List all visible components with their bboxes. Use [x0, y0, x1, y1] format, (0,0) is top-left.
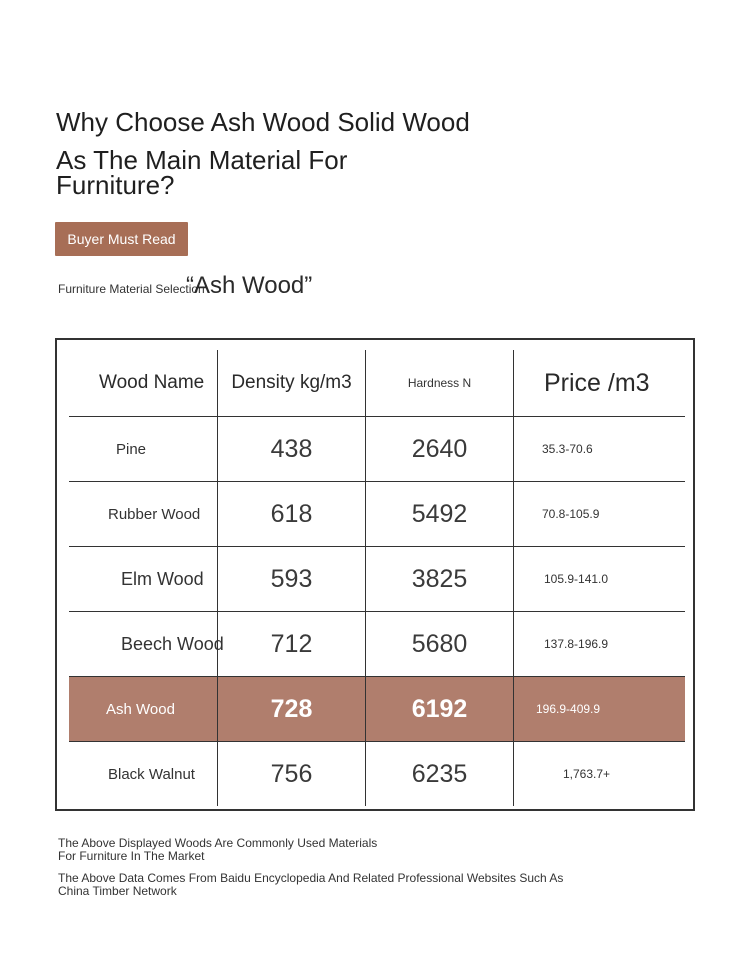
density-cell — [217, 677, 365, 741]
title-line-1: Why Choose Ash Wood Solid Wood — [56, 107, 470, 137]
price-value: 1,763.7+ — [563, 767, 611, 781]
table-row — [69, 416, 685, 481]
table-row — [69, 546, 685, 611]
header-cell-density — [217, 350, 365, 416]
wood-name-cell — [69, 742, 217, 806]
density-value: 438 — [270, 434, 313, 463]
wood-name-cell — [69, 417, 217, 481]
note-common-materials — [58, 837, 377, 863]
page-title — [56, 100, 536, 200]
hardness-value: 5492 — [411, 499, 468, 528]
hardness-value: 3825 — [411, 564, 468, 593]
wood-name: Beech Wood — [121, 633, 224, 654]
price-value: 196.9-409.9 — [536, 702, 601, 716]
density-value: 593 — [270, 564, 313, 593]
hardness-cell — [365, 742, 513, 806]
density-value: 618 — [270, 499, 313, 528]
title-line-2: As The Main Material For — [56, 145, 348, 175]
price-value: 137.8-196.9 — [544, 637, 609, 651]
table-header-row — [69, 350, 685, 416]
table-row-highlighted — [69, 676, 685, 741]
header-cell-name — [69, 350, 217, 416]
price-value: 70.8-105.9 — [542, 507, 600, 521]
wood-comparison-table — [55, 338, 695, 811]
header-cell-price — [513, 350, 685, 416]
density-value: 712 — [270, 629, 313, 658]
wood-name-cell — [69, 612, 224, 676]
header-hardness: Hardness N — [407, 376, 472, 390]
wood-name: Ash Wood — [106, 700, 175, 718]
density-value: 756 — [270, 759, 313, 788]
density-cell — [217, 742, 365, 806]
wood-name: Rubber Wood — [108, 505, 201, 523]
table-row — [69, 611, 685, 676]
note-data-source — [58, 872, 563, 898]
density-cell — [217, 417, 365, 481]
subtitle-big: “Ash Wood” — [186, 272, 313, 299]
density-cell — [217, 482, 365, 546]
price-value: 35.3-70.6 — [542, 442, 593, 456]
price-cell — [513, 547, 685, 611]
hardness-cell — [365, 547, 513, 611]
note-1-line-1: The Above Displayed Woods Are Commonly Used Materials — [58, 836, 378, 850]
price-cell — [513, 417, 685, 481]
header-cell-hardness — [365, 350, 513, 416]
table-row — [69, 481, 685, 546]
hardness-value: 5680 — [411, 629, 468, 658]
density-cell — [217, 612, 365, 676]
wood-name: Elm Wood — [121, 568, 204, 589]
density-cell — [217, 547, 365, 611]
buyer-must-read-badge: Buyer Must Read — [55, 222, 188, 256]
note-2-line-2: China Timber Network — [58, 884, 177, 898]
hardness-cell — [365, 482, 513, 546]
wood-name-cell — [69, 677, 217, 741]
note-1-line-2: For Furniture In The Market — [58, 849, 205, 863]
header-density: Density kg/m3 — [231, 372, 352, 393]
price-value: 105.9-141.0 — [544, 572, 609, 586]
density-value: 728 — [270, 694, 313, 723]
table-row — [69, 741, 685, 806]
hardness-value: 6235 — [411, 759, 468, 788]
price-cell — [513, 612, 685, 676]
wood-name: Pine — [116, 440, 147, 458]
wood-name-cell — [69, 482, 217, 546]
wood-name: Black Walnut — [108, 765, 195, 783]
hardness-cell — [365, 417, 513, 481]
hardness-value: 2640 — [411, 434, 468, 463]
hardness-value: 6192 — [411, 694, 468, 723]
header-price: Price /m3 — [544, 368, 650, 397]
price-cell — [513, 482, 685, 546]
title-line-3: Furniture? — [56, 170, 175, 200]
wood-name-cell — [69, 547, 217, 611]
price-cell — [513, 677, 685, 741]
note-2-line-1: The Above Data Comes From Baidu Encyclopedia And Related Professional Websites Such As — [58, 871, 564, 885]
hardness-cell — [365, 612, 513, 676]
subtitle-small: Furniture Material Selection — [58, 282, 205, 296]
price-cell — [513, 742, 685, 806]
hardness-cell — [365, 677, 513, 741]
header-wood-name: Wood Name — [99, 372, 205, 393]
table-grid — [69, 350, 685, 806]
